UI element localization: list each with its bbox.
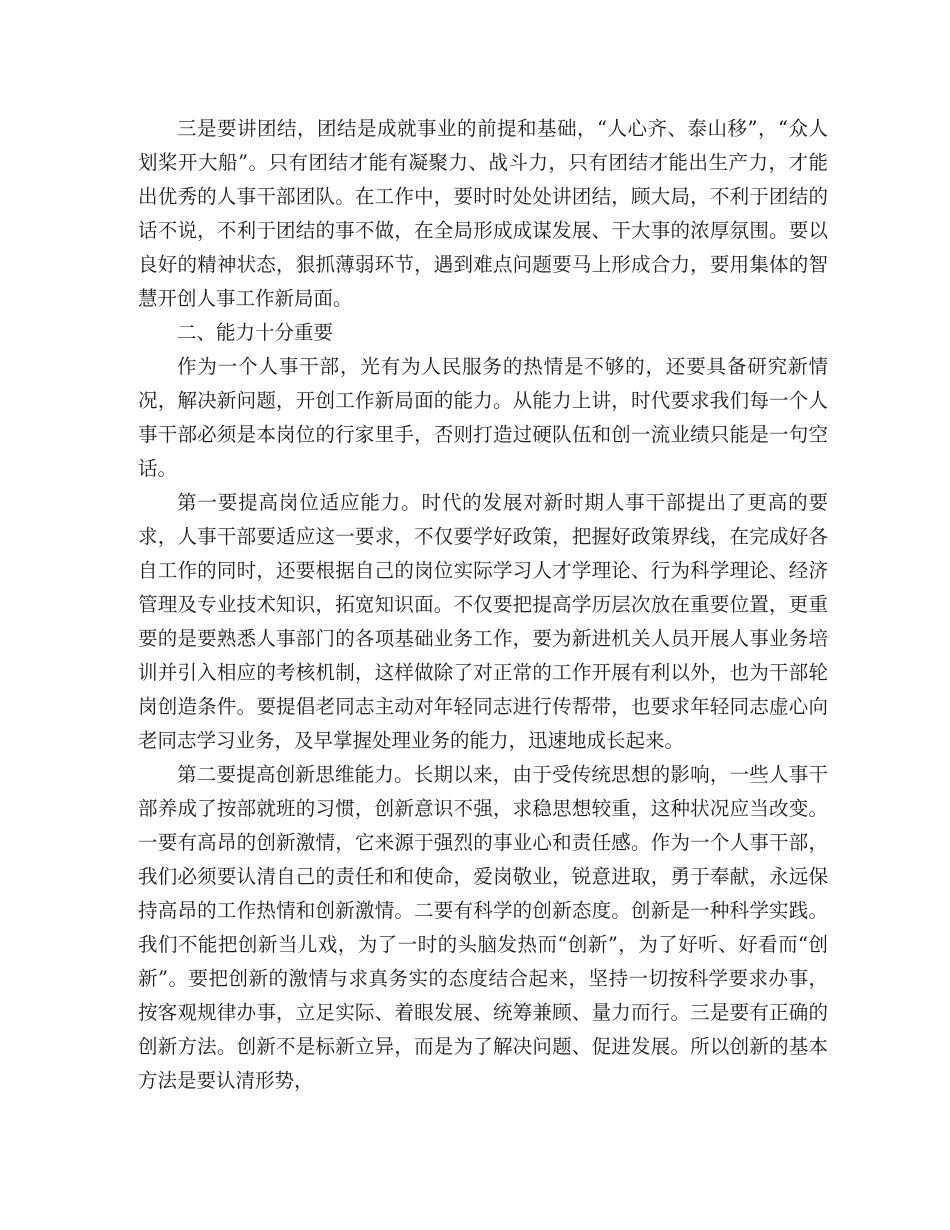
document-body (138, 112, 828, 1098)
paragraph-innovation: 第二要提高创新思维能力。长期以来，由于受传统思想的影响，一些人事干部养成了按部就班的习惯，创新意识不强，求稳思想较重，这种状况应当改变。一要有高昂的创新激情，它来源于强烈的事业心和责任感。作为一个人事干部，我们必须要认清自己的责任和和使命，爱岗敬业，锐意进取，勇于奉献，永远保持高昂的工作热情和创新激情。二要有科学的创新态度。创新是一种科学实践。我们不能把创新当儿戏，为了一时的头脑发热而“创新”，为了好听、好看而“创新”。要把创新的激情与求真务实的态度结合起来，坚持一切按科学要求办事，按客观规律办事，立足实际、着眼发展、统筹兼顾、量力而行。三是要有正确的创新方法。创新不是标新立异，而是为了解决问题、促进发展。所以创新的基本方法是要认清形势， (138, 763, 828, 1092)
paragraph-ability-intro: 作为一个人事干部，光有为人民服务的热情是不够的，还要具备研究新情况，解决新问题，开创工作新局面的能力。从能力上讲，时代要求我们每一个人事干部必须是本岗位的行家里手，否则打造过硬队伍和创一流业绩只能是一句空话。 (138, 355, 828, 480)
section-heading-ability: 二、能力十分重要 (177, 321, 334, 344)
paragraph-unity: 三是要讲团结，团结是成就事业的前提和基础，“人心齐、泰山移”，“众人划桨开大船”。只有团结才能有凝聚力、战斗力，只有团结才能出生产力，才能出优秀的人事干部团队。在工作中，要时时处处讲团结，顾大局，不利于团结的话不说，不利于团结的事不做，在全局形成成谋发展、干大事的浓厚氛围。要以良好的精神状态，狠抓薄弱环节，遇到难点问题要马上形成合力，要用集体的智慧开创人事工作新局面。 (138, 117, 828, 310)
paragraph-job-adaptation: 第一要提高岗位适应能力。时代的发展对新时期人事干部提出了更高的要求，人事干部要适应这一要求，不仅要学好政策，把握好政策界线，在完成好各自工作的同时，还要根据自己的岗位实际学习人才学理论、行为科学理论、经济管理及专业技术知识，拓宽知识面。不仅要把提高学历层次放在重要位置，更重要的是要熟悉人事部门的各项基础业务工作，要为新进机关人员开展人事业务培训并引入相应的考核机制，这样做除了对正常的工作开展有利以外，也为干部轮岗创造条件。要提倡老同志主动对年轻同志进行传帮带，也要求年轻同志虚心向老同志学习业务，及早掌握处理业务的能力，迅速地成长起来。 (138, 491, 828, 752)
